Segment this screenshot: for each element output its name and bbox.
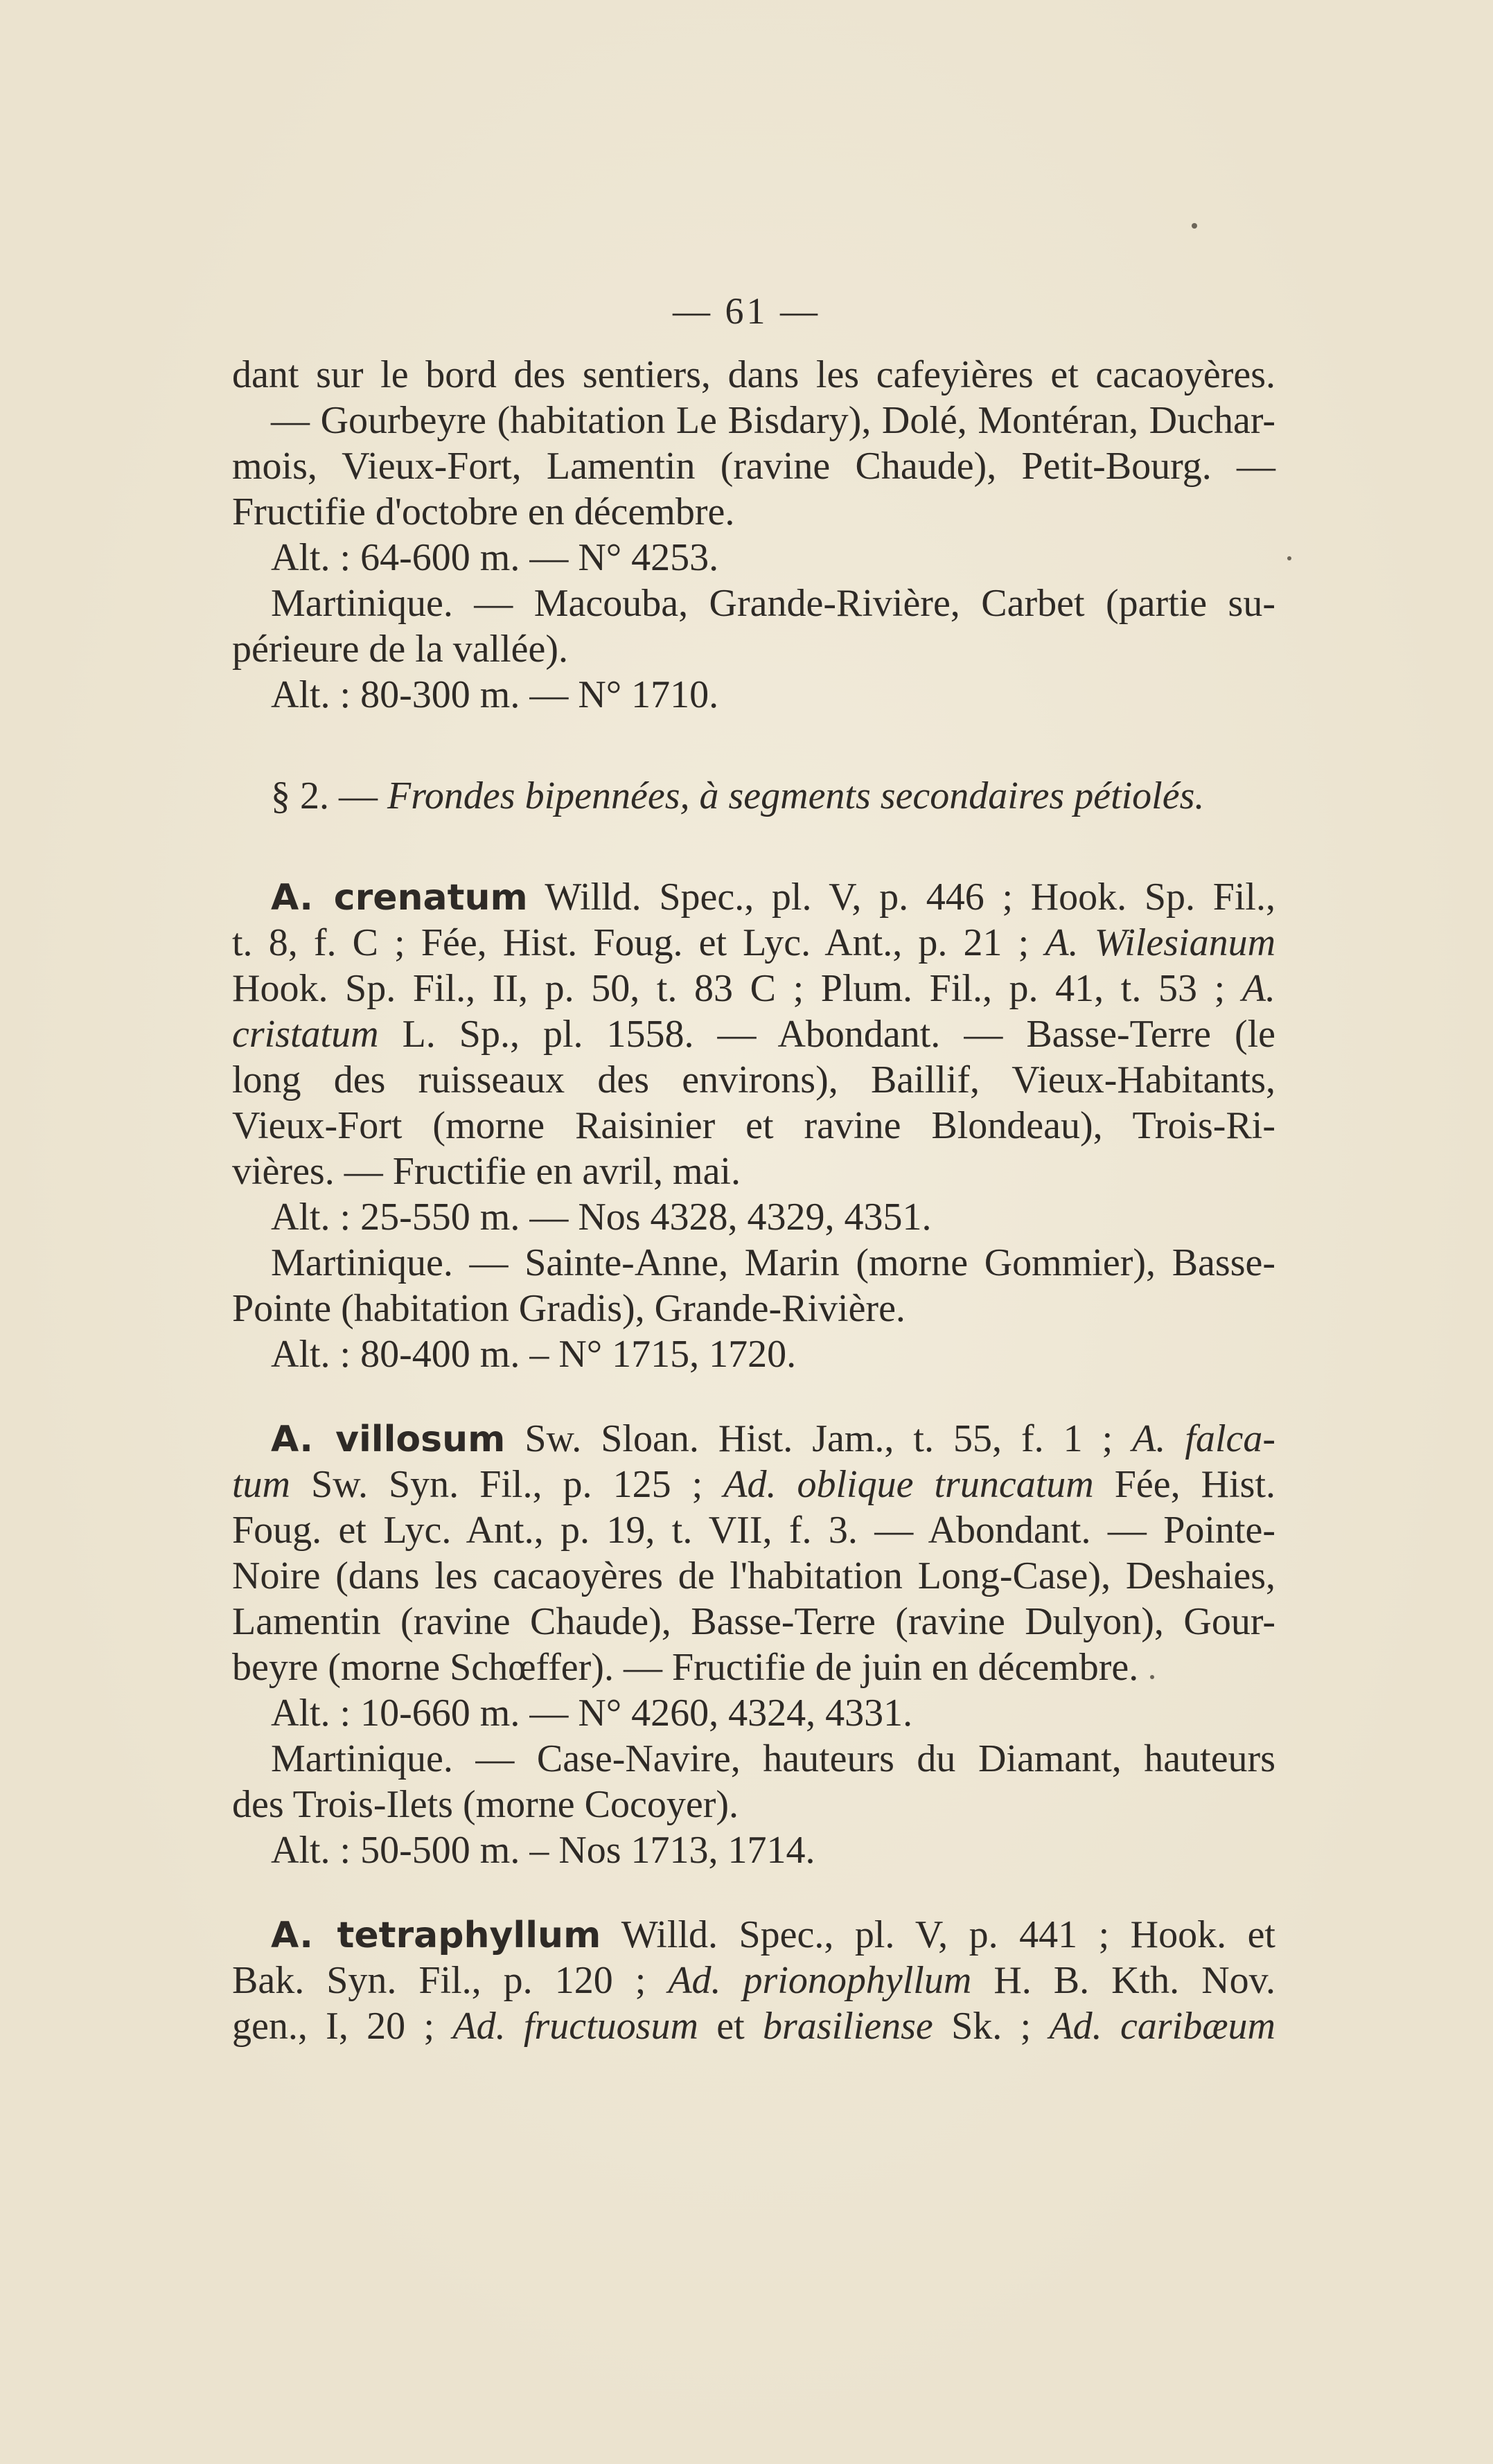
text-line xyxy=(232,874,1275,920)
synonym-name: cristatum xyxy=(232,1013,379,1056)
text-line: Martinique. — Sainte-Anne, Marin (morne Gommier), Basse- xyxy=(271,1241,1275,1284)
print-speck xyxy=(1192,223,1197,229)
citation-text: et xyxy=(716,2005,745,2048)
text-line: Pointe (habitation Gradis), Grande-Rivière. xyxy=(232,1287,905,1330)
spacer xyxy=(232,819,1275,874)
section-title: Frondes bipennées, à segments secondaires pétiolés. xyxy=(387,774,1205,817)
species-name: A. crenatum xyxy=(271,877,528,919)
text-line: Foug. et Lyc. Ant., p. 19, t. VII, f. 3. — Abondant. — Pointe- xyxy=(232,1509,1275,1552)
synonym-name: brasiliense xyxy=(763,2005,933,2048)
synonym-name: Ad. prionophyllum xyxy=(668,1959,972,2002)
text-line: Noire (dans les cacaoyères de l'habitation Long-Case), Deshaies, xyxy=(232,1554,1275,1597)
text-line xyxy=(232,920,1275,966)
text-line xyxy=(232,1011,1275,1057)
citation-text: gen., I, 20 ; xyxy=(232,2005,435,2048)
species-entry-tetraphyllum xyxy=(232,1912,1275,2049)
section-heading xyxy=(232,773,1275,819)
paragraph-continuation xyxy=(232,352,1275,718)
text-line: long des ruisseaux des environs), Baillif, Vieux-Habitants, xyxy=(232,1058,1275,1101)
spacer xyxy=(232,718,1275,773)
synonym-name: A. Wilesianum xyxy=(1045,921,1276,964)
text-line: Martinique. — Macouba, Grande-Rivière, Carbet (partie su- xyxy=(271,582,1275,625)
text-line: — Gourbeyre (habitation Le Bisdary), Dolé, Montéran, Duchar- xyxy=(271,399,1275,442)
synonym-name: A. xyxy=(1242,967,1275,1010)
citation-text: L. Sp., pl. 1558. — Abondant. — Basse-Terre (le xyxy=(402,1013,1276,1056)
text-line xyxy=(232,2003,1275,2049)
citation-text: t. 8, f. C ; Fée, Hist. Foug. et Lyc. Ant., p. 21 ; xyxy=(232,921,1030,964)
spacer xyxy=(232,1377,1275,1416)
citation-text: Willd. Spec., pl. V, p. 441 ; Hook. et xyxy=(621,1913,1275,1956)
text-line xyxy=(232,1912,1275,1958)
synonym-name: Ad. caribæum xyxy=(1049,2005,1275,2048)
citation-text: Willd. Spec., pl. V, p. 446 ; Hook. Sp. Fil., xyxy=(545,876,1275,919)
text-line: Martinique. — Case-Navire, hauteurs du Diamant, hauteurs xyxy=(271,1737,1275,1780)
altitude-line: Alt. : 10-660 m. — N° 4260, 4324, 4331. xyxy=(271,1692,913,1735)
altitude-line: Alt. : 50-500 m. – Nos 1713, 1714. xyxy=(271,1829,815,1872)
body-text xyxy=(232,352,1275,2049)
species-entry-crenatum xyxy=(232,874,1275,1377)
citation-text: Fée, Hist. xyxy=(1114,1463,1276,1506)
citation-text: Bak. Syn. Fil., p. 120 ; xyxy=(232,1959,646,2002)
text-line: beyre (morne Schœffer). — Fructifie de juin en décembre. xyxy=(232,1646,1139,1689)
altitude-line: Alt. : 80-300 m. — N° 1710. xyxy=(271,673,719,716)
section-number: § 2. — xyxy=(271,774,378,817)
text-line: dant sur le bord des sentiers, dans les cafeyières et cacaoyères. xyxy=(232,353,1275,396)
text-line xyxy=(232,966,1275,1011)
print-speck xyxy=(1287,556,1291,560)
text-line: Lamentin (ravine Chaude), Basse-Terre (ravine Dulyon), Gour- xyxy=(232,1600,1275,1643)
text-line: périeure de la vallée). xyxy=(232,628,569,671)
citation-text: H. B. Kth. Nov. xyxy=(993,1959,1276,2002)
species-name: A. villosum xyxy=(271,1419,506,1460)
page-number: — 61 — xyxy=(673,290,820,332)
species-entry-villosum xyxy=(232,1416,1275,1873)
text-line xyxy=(232,1958,1275,2003)
species-name: A. tetraphyllum xyxy=(271,1915,601,1956)
citation-text: Sw. Syn. Fil., p. 125 ; xyxy=(311,1463,703,1506)
synonym-name: Ad. fructuosum xyxy=(452,2005,698,2048)
citation-text: Sk. ; xyxy=(951,2005,1032,2048)
text-line xyxy=(232,1462,1275,1507)
synonym-name: A. falca- xyxy=(1132,1417,1275,1460)
text-line xyxy=(232,1416,1275,1462)
citation-text: Sw. Sloan. Hist. Jam., t. 55, f. 1 ; xyxy=(524,1417,1113,1460)
altitude-line: Alt. : 64-600 m. — N° 4253. xyxy=(271,536,719,579)
synonym-name: Ad. oblique truncatum xyxy=(723,1463,1094,1506)
text-line: mois, Vieux-Fort, Lamentin (ravine Chaude), Petit-Bourg. — xyxy=(232,445,1275,488)
text-line: Vieux-Fort (morne Raisinier et ravine Blondeau), Trois-Ri- xyxy=(232,1104,1275,1147)
text-line: vières. — Fructifie en avril, mai. xyxy=(232,1150,741,1193)
spacer xyxy=(232,1873,1275,1912)
text-line: Fructifie d'octobre en décembre. xyxy=(232,490,735,533)
synonym-name: tum xyxy=(232,1463,290,1506)
citation-text: Hook. Sp. Fil., II, p. 50, t. 83 C ; Plum. Fil., p. 41, t. 53 ; xyxy=(232,967,1226,1010)
altitude-line: Alt. : 80-400 m. – N° 1715, 1720. xyxy=(271,1333,797,1376)
text-line: des Trois-Ilets (morne Cocoyer). xyxy=(232,1783,739,1826)
altitude-line: Alt. : 25-550 m. — Nos 4328, 4329, 4351. xyxy=(271,1196,932,1239)
